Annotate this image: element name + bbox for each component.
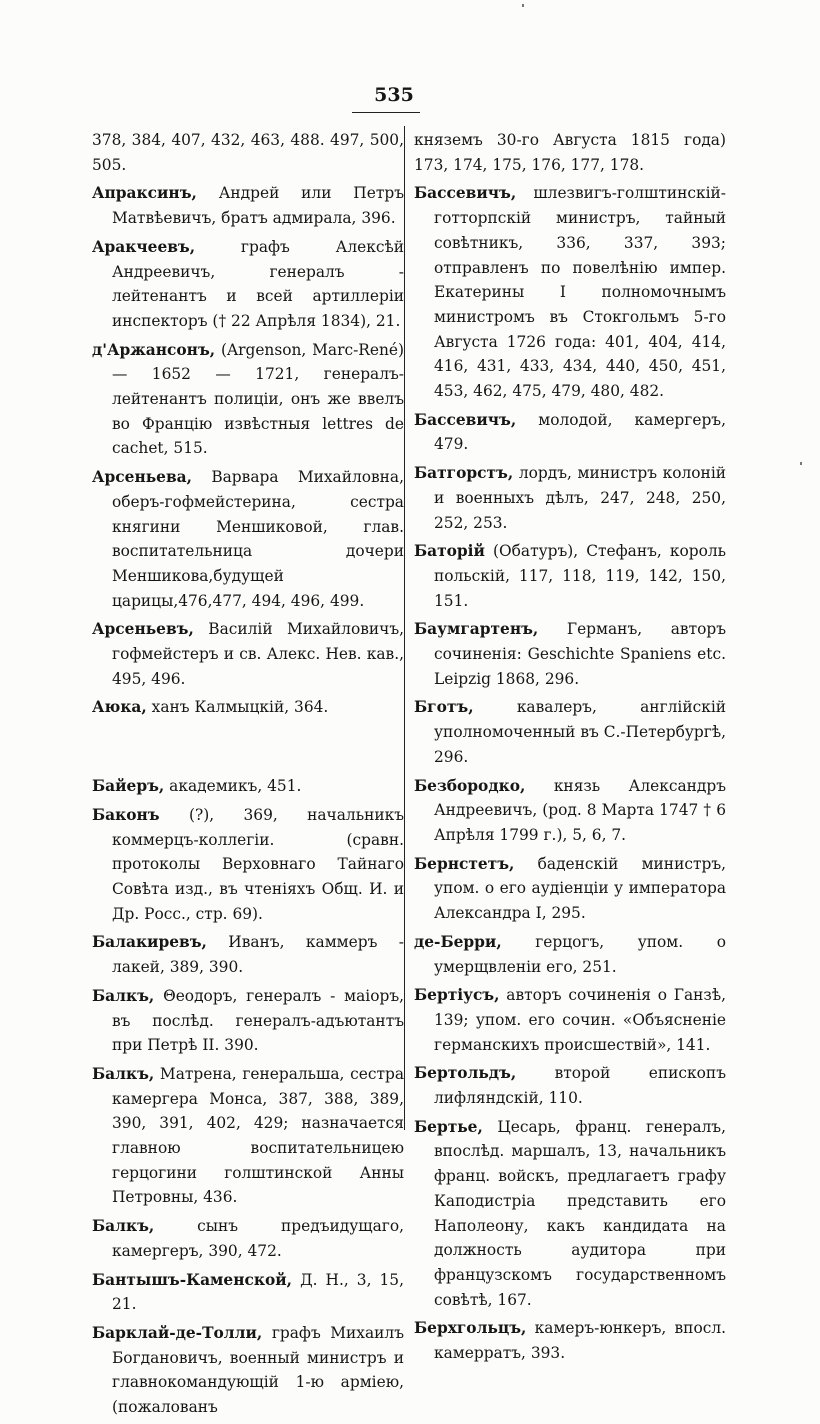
entry-heading: Берхгольцъ,	[414, 1319, 527, 1338]
column-divider	[404, 126, 405, 1130]
entry-text: Цесарь, франц. генералъ, впослѣд. маршалъ, 13, начальникъ франц. войскъ, предлагаетъ графу Каподистріа представить его Наполеону, какъ кандидата на должность аудитора при французскомъ государственномъ совѣтѣ, 167.	[434, 1117, 726, 1309]
entry-text: молодой, камергеръ, 479.	[434, 410, 726, 454]
index-entry	[414, 1115, 726, 1313]
entry-text: Андрей или Петръ Матвѣевичъ, братъ адмирала, 396.	[112, 184, 404, 228]
entry-heading: Апраксинъ,	[92, 184, 197, 203]
entry-heading: Бернстетъ,	[414, 854, 515, 873]
entry-heading: Бассевичъ,	[414, 184, 517, 203]
index-entry	[414, 1061, 726, 1110]
entry-text: академикъ, 451.	[164, 777, 302, 796]
entry-text: Василій Михайловичъ, гофмейстеръ и св. Алекс. Нев. кав., 495, 496.	[112, 620, 404, 688]
entry-text: баденскій министръ, упом. о его аудіенціи у императора Александра I, 295.	[434, 854, 726, 923]
entry-heading: Безбородко,	[414, 776, 526, 795]
page-number: 535	[374, 84, 414, 106]
page-number-rule	[352, 112, 420, 113]
entry-text: Иванъ, каммеръ - лакей, 389, 390.	[112, 933, 404, 977]
index-entry	[92, 695, 404, 720]
entry-text: графъ Михаилъ Богдановичъ, военный министръ и главнокомандующій 1-ю арміею, (пожалованъ	[112, 1323, 404, 1417]
entry-text: Матрена, генеральша, сестра камергера Монса, 387, 388, 389, 390, 391, 402, 429; назначается главною воспитательницею герцогини голштинской Анны Петровны, 436.	[112, 1064, 404, 1207]
entry-heading: Арсеньевъ,	[92, 620, 194, 639]
index-entry	[92, 617, 404, 691]
index-entry	[414, 539, 726, 613]
entry-heading: Баумгартенъ,	[414, 620, 539, 639]
entry-text: Варвара Михайловна, оберъ-гофмейстерина, сестра княгини Меншиковой, глав. воспитательница дочери Меншикова,будущей царицы,476,477, 494, 496, 499.	[112, 468, 404, 610]
index-entry	[414, 128, 726, 177]
entry-text: (?), 369, начальникъ коммерцъ-коллегіи. (сравн. протоколы Верховнаго Тайнаго Совѣта изд., въ чтеніяхъ Общ. И. и Др. Росс., стр. 69).	[112, 805, 404, 923]
index-entry	[92, 338, 404, 462]
entry-text: кавалеръ, англійскій уполномоченный въ С.-Петербургѣ, 296.	[434, 698, 726, 766]
index-entry	[92, 803, 404, 927]
index-entry	[414, 617, 726, 691]
entry-text: второй епископъ лифляндскій, 110.	[434, 1064, 726, 1108]
entry-heading: Балкъ,	[92, 1064, 155, 1083]
entry-text: Θеодоръ, генералъ - маіоръ, въ послѣд. генералъ-адъютантъ при Петрѣ II. 390.	[112, 986, 404, 1055]
entry-text: камеръ-юнкеръ, впосл. камерратъ, 393.	[434, 1319, 726, 1363]
entry-heading: де-Берри,	[414, 932, 502, 951]
index-entry	[92, 1062, 404, 1210]
entry-text: князь Александръ Андреевичъ, (род. 8 Марта 1747 † 6 Апрѣля 1799 г.), 5, 6, 7.	[434, 776, 726, 844]
entry-text: Д. Н., 3, 15, 21.	[112, 1270, 404, 1314]
entry-heading: Бассевичъ,	[414, 410, 517, 429]
index-entry	[92, 774, 404, 799]
entry-heading: Барклай-де-Толли,	[92, 1323, 263, 1342]
index-entry	[92, 181, 404, 230]
index-entry	[414, 774, 726, 848]
entry-text: (Argenson, Marc-René)— 1652 — 1721, генералъ-лейтенантъ полиціи, онъ же ввелъ во Францію извѣстныя lettres de cachet, 515.	[112, 340, 404, 458]
entry-text: лордъ, министръ колоній и военныхъ дѣлъ, 247, 248, 250, 252, 253.	[434, 464, 726, 532]
entry-heading: Арсеньева,	[92, 468, 192, 487]
entry-text: 378, 384, 407, 432, 463, 488. 497, 500, 505.	[92, 131, 404, 174]
index-entry	[414, 930, 726, 979]
right-column	[414, 128, 726, 1370]
entry-heading: Балкъ,	[92, 1217, 155, 1236]
index-entry	[414, 695, 726, 769]
entry-text: сынъ предъидущаго, камергеръ, 390, 472.	[112, 1217, 404, 1260]
left-column	[92, 128, 404, 1424]
index-entry	[92, 465, 404, 613]
index-entry	[92, 930, 404, 979]
entry-heading: Бертіусъ,	[414, 986, 500, 1005]
entry-heading: Балакиревъ,	[92, 933, 207, 952]
entry-text: шлезвигъ-голштинскій-готторпскій министръ, тайный совѣтникъ, 336, 337, 393; отправленъ по повелѣнію импер. Екатерины I полномочнымъ министромъ въ Стокгольмъ 5-го Августа 1726 года: 401, 404, 414, 416, 431, 433, 434, 440, 450, 451, 453, 462, 475, 479, 480, 482.	[434, 184, 726, 401]
index-entry	[414, 983, 726, 1057]
entry-heading: Бантышъ-Каменской,	[92, 1270, 293, 1289]
scan-speck	[522, 4, 524, 7]
index-entry	[92, 1321, 404, 1420]
index-entry	[414, 1316, 726, 1365]
entry-heading: Бертольдъ,	[414, 1064, 517, 1083]
entry-heading: Аюка,	[92, 698, 147, 717]
index-entry	[92, 235, 404, 334]
entry-heading: д'Аржансонъ,	[92, 340, 216, 359]
index-entry	[92, 128, 404, 177]
index-entry	[414, 461, 726, 535]
index-entry	[92, 984, 404, 1058]
entry-text: (Обатуръ), Стефанъ, король польскій, 117, 118, 119, 142, 150, 151.	[434, 542, 726, 610]
entry-text: авторъ сочиненія о Ганзѣ, 139; упом. его сочин. «Объясненіе германскихъ происшествій», 141.	[434, 986, 726, 1054]
scan-speck	[800, 462, 802, 465]
entry-text: Германъ, авторъ сочиненія: Geschichte Spaniens etc. Leipzig 1868, 296.	[434, 620, 726, 688]
entry-heading: Бготъ,	[414, 698, 474, 717]
entry-text: ханъ Калмыцкій, 364.	[146, 698, 329, 717]
entry-heading: Баторій	[414, 542, 485, 561]
index-entry	[92, 1268, 404, 1317]
entry-heading: Баконъ	[92, 805, 160, 824]
entry-heading: Байеръ,	[92, 777, 165, 796]
entry-heading: Бертье,	[414, 1117, 483, 1136]
index-entry	[414, 852, 726, 926]
entry-text: графъ Алексѣй Андреевичъ, генералъ - лейтенантъ и всей артиллеріи инспекторъ († 22 Апрѣля 1834), 21.	[112, 237, 404, 330]
index-entry	[92, 1214, 404, 1263]
entry-heading: Балкъ,	[92, 986, 155, 1005]
entry-text: герцогъ, упом. о умерщвленіи его, 251.	[434, 932, 726, 976]
letter-section-gap	[92, 724, 404, 774]
entry-text: княземъ 30-го Августа 1815 года) 173, 174, 175, 176, 177, 178.	[414, 131, 726, 174]
index-entry	[414, 408, 726, 457]
entry-heading: Аракчеевъ,	[92, 237, 196, 256]
entry-heading: Батгорстъ,	[414, 464, 514, 483]
index-entry	[414, 181, 726, 403]
